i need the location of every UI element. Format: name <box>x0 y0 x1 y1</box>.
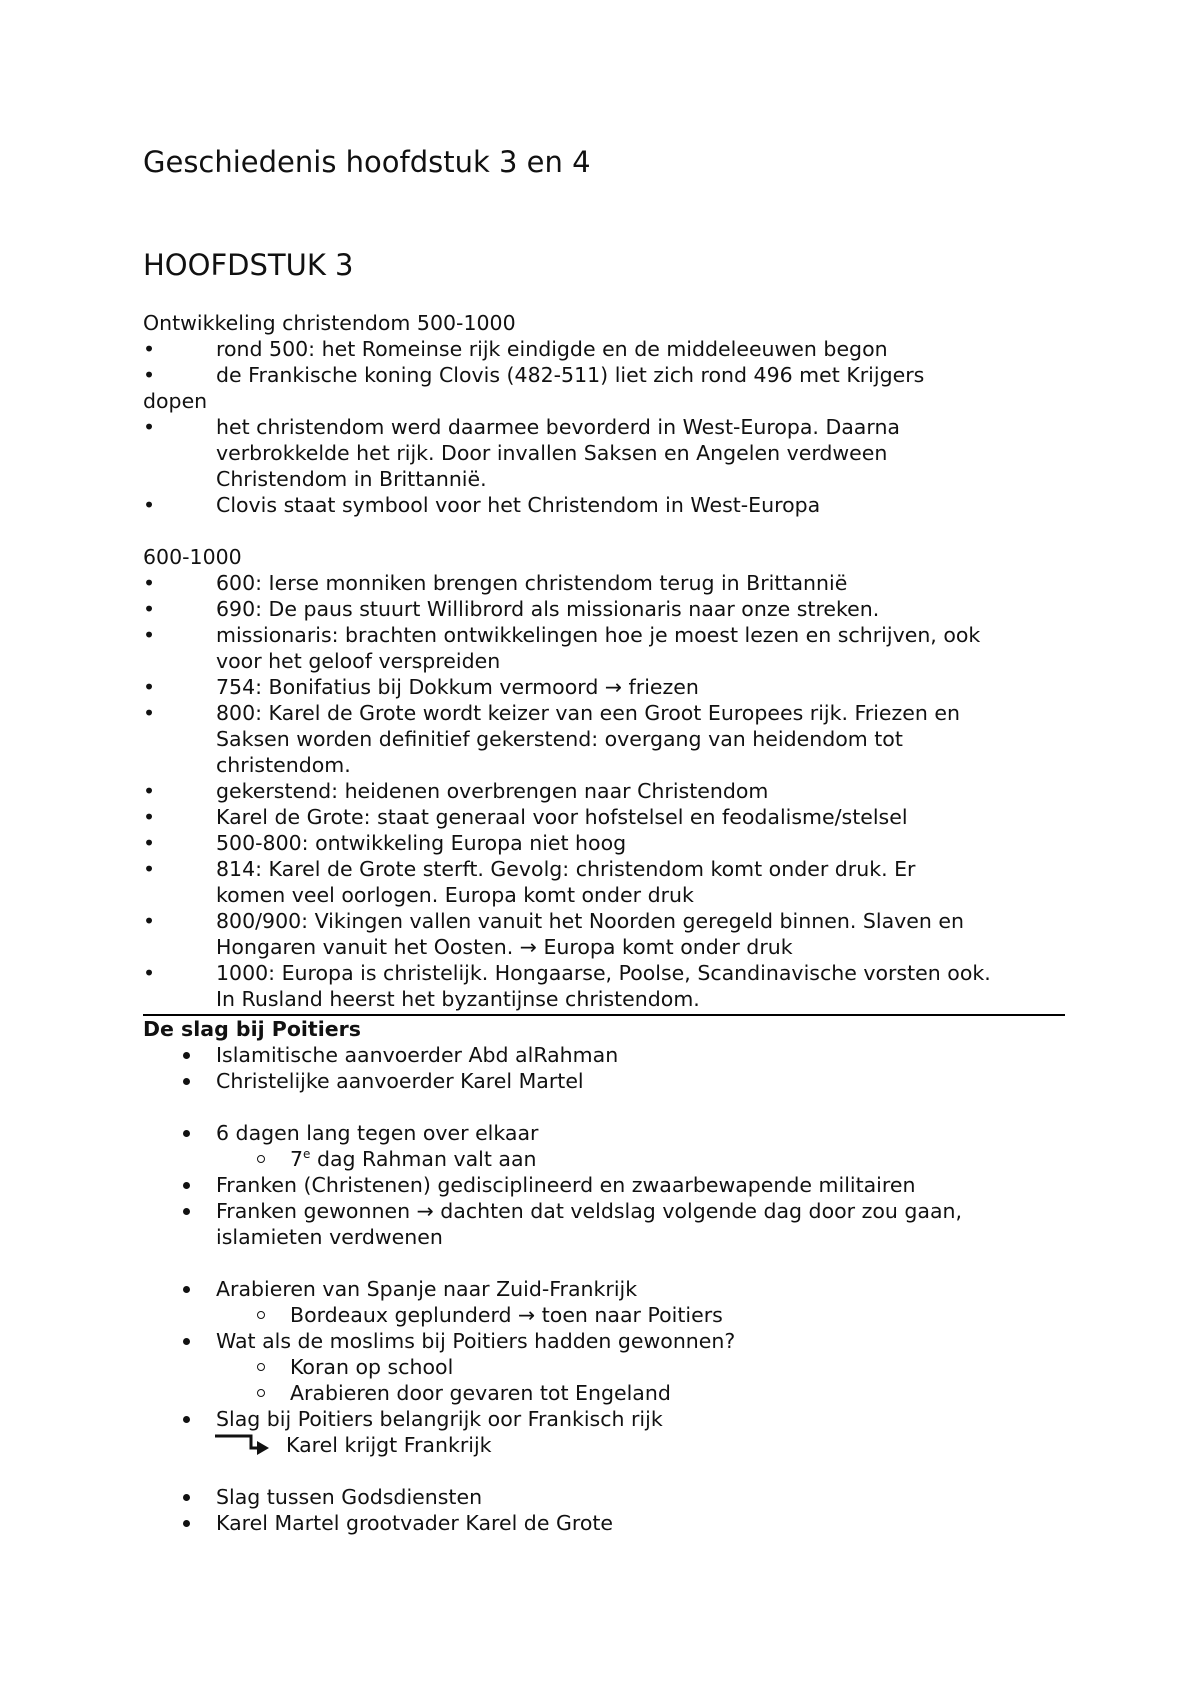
bullet: • <box>143 805 156 829</box>
bullet: • <box>143 415 156 439</box>
list-item-text: komen veel oorlogen. Europa komt onder druk <box>216 883 694 907</box>
list-item-text: Slag tussen Godsdiensten <box>216 1485 483 1509</box>
section-christendom <box>143 310 1063 1012</box>
bullet-dot <box>183 1338 190 1345</box>
list-item-text: rond 500: het Romeinse rijk eindigde en de middeleeuwen begon <box>216 337 888 361</box>
bullet-circle <box>257 1311 265 1319</box>
list-item <box>143 1276 1063 1302</box>
list-item-text: voor het geloof verspreiden <box>216 649 501 673</box>
list-item-text: Bordeaux geplunderd → toen naar Poitiers <box>290 1303 723 1327</box>
bullet: • <box>143 493 156 517</box>
list-item-text: christendom. <box>216 753 351 777</box>
list-item <box>143 1120 1063 1146</box>
list-item-text: Wat als de moslims bij Poitiers hadden gewonnen? <box>216 1329 736 1353</box>
list-item-text: Karel de Grote: staat generaal voor hofstelsel en feodalisme/stelsel <box>216 805 908 829</box>
list-item-text: 600: Ierse monniken brengen christendom terug in Brittannië <box>216 571 848 595</box>
bullet: • <box>143 571 156 595</box>
list-item-text: Arabieren door gevaren tot Engeland <box>290 1381 671 1405</box>
list-item-text: Hongaren vanuit het Oosten. → Europa komt onder druk <box>216 935 793 959</box>
list-item <box>143 960 1063 986</box>
list-item-text: Saksen worden definitief gekerstend: overgang van heidendom tot <box>216 727 903 751</box>
list-item <box>143 778 1063 804</box>
bullet-dot <box>183 1052 190 1059</box>
list-item <box>143 804 1063 830</box>
bullet-circle <box>257 1363 265 1371</box>
bullet-dot <box>183 1286 190 1293</box>
list-item <box>143 596 1063 622</box>
list-item-text: verbrokkelde het rijk. Door invallen Saksen en Angelen verdween <box>216 441 888 465</box>
list-item-text: de Frankische koning Clovis (482-511) liet zich rond 496 met Krijgers <box>216 363 925 387</box>
list-item-text: Islamitische aanvoerder Abd alRahman <box>216 1043 619 1067</box>
list-item <box>143 1068 1063 1094</box>
list-item-text: het christendom werd daarmee bevorderd in West-Europa. Daarna <box>216 415 900 439</box>
bullet: • <box>143 857 156 881</box>
list-item-text: 800/900: Vikingen vallen vanuit het Noorden geregeld binnen. Slaven en <box>216 909 964 933</box>
section-poitiers <box>143 1016 1063 1536</box>
bullet: • <box>143 779 156 803</box>
section-title: De slag bij Poitiers <box>143 1017 361 1041</box>
list-item <box>143 622 1063 648</box>
bullet-dot <box>183 1130 190 1137</box>
list-item <box>143 1198 1063 1224</box>
list-item <box>143 674 1063 700</box>
bullet-dot <box>183 1182 190 1189</box>
list-item <box>143 492 1063 518</box>
list-item-text: Karel Martel grootvader Karel de Grote <box>216 1511 614 1535</box>
list-item <box>143 1042 1063 1068</box>
bullet-dot <box>183 1494 190 1501</box>
bullet: • <box>143 363 156 387</box>
list-item-text: Franken gewonnen → dachten dat veldslag volgende dag door zou gaan, <box>216 1199 963 1223</box>
list-item-text: Clovis staat symbool voor het Christendom in West-Europa <box>216 493 821 517</box>
list-item-text: Koran op school <box>290 1355 454 1379</box>
list-item <box>143 1510 1063 1536</box>
list-item <box>143 856 1063 882</box>
bullet-dot <box>183 1078 190 1085</box>
list-item <box>143 362 1063 388</box>
list-item <box>143 908 1063 934</box>
list-item <box>143 1172 1063 1198</box>
list-item-text: Christelijke aanvoerder Karel Martel <box>216 1069 584 1093</box>
list-item <box>143 1484 1063 1510</box>
list-item-text: Karel krijgt Frankrijk <box>286 1433 492 1457</box>
list-item <box>143 830 1063 856</box>
bullet: • <box>143 597 156 621</box>
arrow-list-item <box>143 1432 1063 1458</box>
list-item-text: In Rusland heerst het byzantijnse christendom. <box>216 987 700 1011</box>
list-item-text: Slag bij Poitiers belangrijk oor Frankisch rijk <box>216 1407 663 1431</box>
bullet: • <box>143 961 156 985</box>
list-item-text: Franken (Christenen) gedisciplineerd en zwaarbewapende militairen <box>216 1173 916 1197</box>
list-item-text: 6 dagen lang tegen over elkaar <box>216 1121 539 1145</box>
list-item-text: 754: Bonifatius bij Dokkum vermoord → friezen <box>216 675 699 699</box>
bullet: • <box>143 909 156 933</box>
list-item <box>143 336 1063 362</box>
list-item-text: dopen <box>143 389 208 413</box>
bullet-dot <box>183 1416 190 1423</box>
section-title: Ontwikkeling christendom 500-1000 <box>143 311 516 335</box>
bullet: • <box>143 831 156 855</box>
bent-arrow-icon <box>213 1432 283 1458</box>
list-item-text: Christendom in Brittannië. <box>216 467 487 491</box>
list-item-text: 800: Karel de Grote wordt keizer van een Groot Europees rijk. Friezen en <box>216 701 961 725</box>
list-item-text: 500-800: ontwikkeling Europa niet hoog <box>216 831 627 855</box>
list-item-text: 690: De paus stuurt Willibrord als missionaris naar onze streken. <box>216 597 880 621</box>
list-item <box>143 414 1063 440</box>
sub-list-item <box>143 1146 1063 1172</box>
list-item-text: 1000: Europa is christelijk. Hongaarse, Poolse, Scandinavische vorsten ook. <box>216 961 991 985</box>
bullet: • <box>143 701 156 725</box>
bullet: • <box>143 337 156 361</box>
bullet-circle <box>257 1389 265 1397</box>
list-item-text: missionaris: brachten ontwikkelingen hoe je moest lezen en schrijven, ook <box>216 623 981 647</box>
section-title: 600-1000 <box>143 545 242 569</box>
sub-list-item <box>143 1302 1063 1328</box>
list-item <box>143 1406 1063 1432</box>
list-item-text: islamieten verdwenen <box>216 1225 443 1249</box>
sub-list-item <box>143 1380 1063 1406</box>
document-title: Geschiedenis hoofdstuk 3 en 4 <box>143 145 591 179</box>
list-item-text: gekerstend: heidenen overbrengen naar Christendom <box>216 779 769 803</box>
bullet-dot <box>183 1520 190 1527</box>
bullet-circle <box>257 1155 265 1163</box>
list-item-text: Arabieren van Spanje naar Zuid-Frankrijk <box>216 1277 638 1301</box>
sub-list-item <box>143 1354 1063 1380</box>
bullet-dot <box>183 1208 190 1215</box>
list-item <box>143 570 1063 596</box>
list-item <box>143 700 1063 726</box>
list-item-text: 814: Karel de Grote sterft. Gevolg: christendom komt onder druk. Er <box>216 857 916 881</box>
list-item-text: 7e dag Rahman valt aan <box>290 1147 537 1171</box>
bullet: • <box>143 675 156 699</box>
bullet: • <box>143 623 156 647</box>
chapter-heading: HOOFDSTUK 3 <box>143 248 354 282</box>
list-item <box>143 1328 1063 1354</box>
